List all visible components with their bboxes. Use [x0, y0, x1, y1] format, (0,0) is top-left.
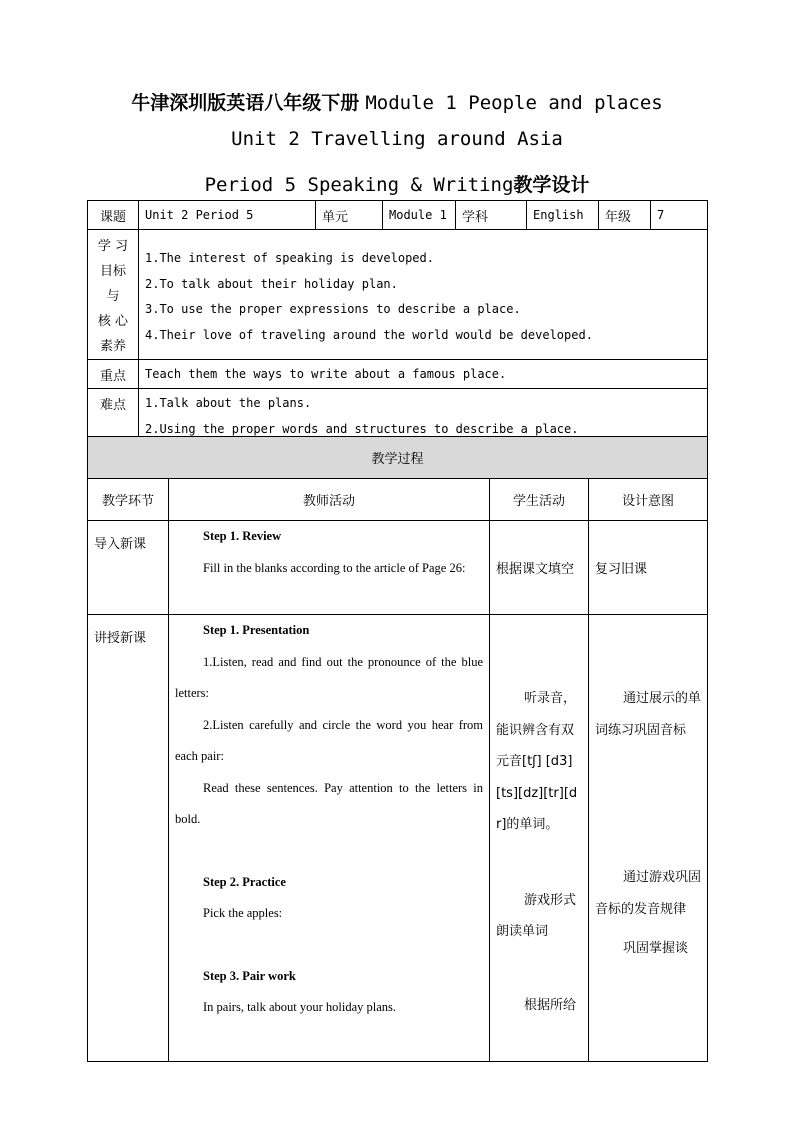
- process-row-intro: [88, 521, 708, 615]
- goals-label-line: 学 习: [97, 239, 129, 254]
- goal-item: 4.Their love of traveling around the world would be developed.: [145, 327, 593, 342]
- grade-value: 7: [651, 201, 708, 230]
- doc-title-module: Module 1 People and places: [365, 92, 663, 114]
- header-stage: 教学环节: [88, 479, 169, 521]
- teacher-activity-new-lesson: [169, 615, 490, 1062]
- teaching-process-table: [87, 436, 708, 1062]
- grade-label: 年级: [599, 201, 651, 230]
- process-title: 教学过程: [88, 437, 708, 479]
- stage-intro: 导入新课: [88, 521, 169, 615]
- design-intent-item: 通过游戏巩固音标的发音规律: [595, 870, 702, 917]
- step-paragraph: In pairs, talk about your holiday plans.: [203, 1000, 397, 1014]
- design-intent-item: 通过展示的单词练习巩固音标: [595, 691, 702, 738]
- header-intent: 设计意图: [589, 479, 708, 521]
- subject-value: English: [527, 201, 599, 230]
- student-activity-item: 游戏形式朗读单词: [496, 892, 577, 939]
- focus-label: 重点: [88, 360, 139, 389]
- unit-value: Module 1: [383, 201, 456, 230]
- header-student: 学生活动: [490, 479, 589, 521]
- teacher-activity-intro: [169, 521, 490, 615]
- stage-new-lesson: 讲授新课: [88, 615, 169, 1062]
- step-heading: Step 2. Practice: [203, 874, 286, 889]
- info-row-focus: [88, 360, 708, 389]
- info-row-difficulty: [88, 389, 708, 443]
- info-row-goals: [88, 230, 708, 360]
- difficulty-list: [139, 389, 708, 443]
- student-activity-intro: 根据课文填空: [490, 521, 589, 615]
- difficulty-label: 难点: [88, 389, 139, 443]
- student-activity-item: 根据所给: [524, 997, 577, 1013]
- goals-label-line: 与: [106, 289, 120, 304]
- doc-title-design: 教学设计: [513, 174, 590, 196]
- doc-title-cn: 牛津深圳版英语八年级下册: [131, 92, 360, 114]
- process-title-row: [88, 437, 708, 479]
- step-paragraph: Read these sentences. Pay attention to the letters in bold.: [175, 780, 483, 826]
- spacer: [175, 836, 483, 867]
- doc-title-line-1: [0, 88, 794, 115]
- doc-title-unit: Unit 2 Travelling around Asia: [231, 128, 563, 150]
- lesson-info-table: [87, 200, 708, 443]
- goal-item: 1.The interest of speaking is developed.: [145, 251, 434, 265]
- difficulty-item: 2.Using the proper words and structures to describe a place.: [145, 421, 579, 436]
- topic-label: 课题: [88, 201, 139, 230]
- goal-item: 2.To talk about their holiday plan.: [145, 276, 398, 291]
- design-intent-new-lesson: [589, 615, 708, 1062]
- process-row-new-lesson: [88, 615, 708, 1062]
- step-paragraph: Pick the apples:: [203, 906, 283, 920]
- goals-list: [139, 230, 708, 360]
- step-paragraph: 1.Listen, read and find out the pronounce of the blue letters:: [175, 654, 483, 700]
- student-activity-item: 听录音，能识辨含有双元音[tʃ] [d3] [ts][dz][tr][dr]的单词。: [496, 691, 578, 832]
- step-heading: Step 1. Presentation: [203, 623, 310, 637]
- info-row-topic: [88, 201, 708, 230]
- design-intent-item: 巩固掌握谈: [623, 941, 689, 956]
- step-paragraph: Fill in the blanks according to the article of Page 26:: [203, 560, 466, 575]
- subject-label: 学科: [456, 201, 527, 230]
- doc-title-line-3: [0, 170, 794, 197]
- design-intent-intro: 复习旧课: [589, 521, 708, 615]
- goals-label-line: 目标: [99, 264, 126, 279]
- goals-label: [88, 230, 139, 360]
- goals-label-line: 素养: [99, 339, 126, 354]
- unit-label: 单元: [316, 201, 383, 230]
- focus-value: Teach them the ways to write about a famous place.: [139, 360, 708, 389]
- step-heading: Step 3. Pair work: [203, 968, 296, 983]
- topic-value: Unit 2 Period 5: [139, 201, 316, 230]
- goals-label-line: 核 心: [97, 314, 129, 329]
- step-heading: Step 1. Review: [203, 529, 282, 543]
- step-paragraph: 2.Listen carefully and circle the word you hear from each pair:: [175, 717, 483, 763]
- spacer: [175, 930, 483, 961]
- goal-item: 3.To use the proper expressions to describe a place.: [145, 302, 521, 316]
- header-teacher: 教师活动: [169, 479, 490, 521]
- doc-title-period: Period 5 Speaking & Writing: [204, 174, 514, 196]
- student-activity-new-lesson: [490, 615, 589, 1062]
- process-header-row: [88, 479, 708, 521]
- difficulty-item: 1.Talk about the plans.: [145, 396, 312, 410]
